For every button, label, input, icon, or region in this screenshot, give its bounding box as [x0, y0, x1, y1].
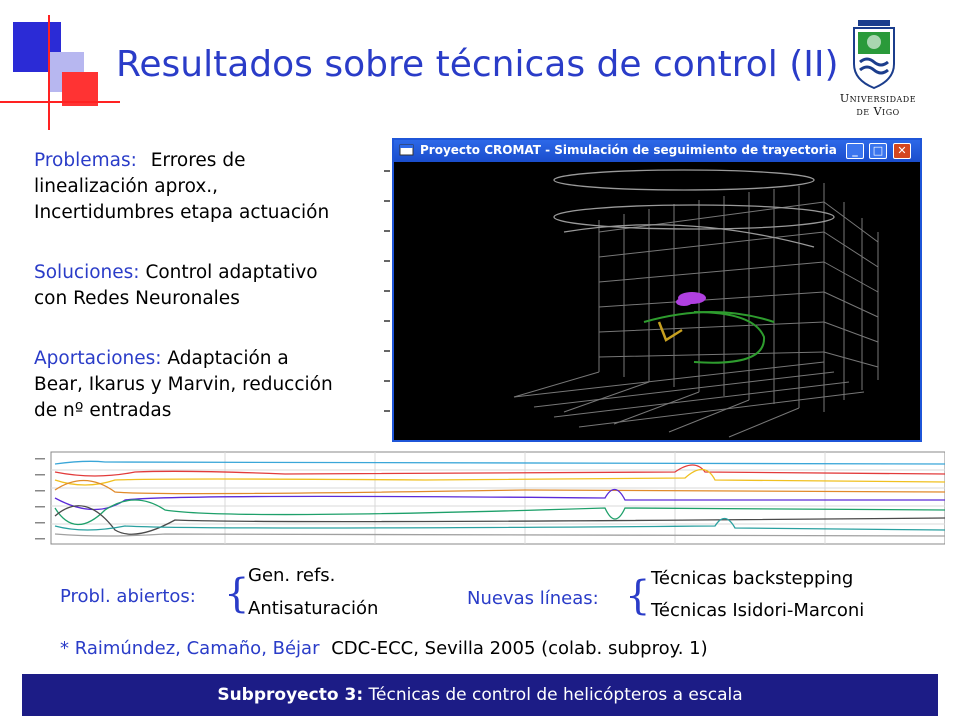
problems-paragraph	[34, 148, 379, 226]
maximize-button[interactable]: □	[869, 143, 887, 159]
decor-line-vertical	[48, 15, 50, 130]
new-line-item-2: Técnicas Isidori-Marconi	[651, 600, 865, 621]
contributions-text-2: Bear, Ikarus y Marvin, reducción	[34, 374, 333, 395]
trajectory-3d-view	[394, 162, 920, 440]
footer-label: Subproyecto 3:	[217, 685, 364, 705]
footer-bar	[22, 674, 938, 716]
university-name: Universidade de Vigo	[839, 92, 917, 118]
contributions-paragraph	[34, 346, 379, 424]
solutions-label: Soluciones:	[34, 262, 140, 283]
reference-line	[60, 638, 708, 659]
reference-venue: CDC-ECC, Sevilla 2005 (colab. subproy. 1)	[331, 638, 708, 659]
window-app-icon	[399, 144, 414, 156]
university-logo	[848, 18, 900, 90]
problems-text-1: Errores de	[150, 150, 246, 171]
new-lines-label: Nuevas líneas:	[467, 588, 599, 609]
problems-text-3: Incertidumbres etapa actuación	[34, 202, 330, 223]
signal-plot	[25, 450, 945, 550]
footer-text: Técnicas de control de helicópteros a escala	[368, 685, 743, 705]
solutions-text-1: Control adaptativo	[145, 262, 318, 283]
slide-title: Resultados sobre técnicas de control (II)	[116, 44, 839, 85]
reference-authors: * Raimúndez, Camaño, Béjar	[60, 638, 320, 659]
new-line-item-1: Técnicas backstepping	[651, 568, 854, 589]
simulation-window-title: Proyecto CROMAT - Simulación de seguimiento de trayectoria	[420, 143, 837, 157]
decor-line-horizontal	[0, 101, 120, 103]
open-problem-item-1: Gen. refs.	[248, 565, 336, 586]
problems-label: Problemas:	[34, 150, 137, 171]
open-problems-label: Probl. abiertos:	[60, 586, 196, 607]
contributions-text-1: Adaptación a	[167, 348, 289, 369]
contributions-text-3: de nº entradas	[34, 400, 172, 421]
minimize-button[interactable]: _	[846, 143, 864, 159]
open-problems-brace: {	[224, 571, 250, 617]
problems-text-2: linealización aprox.,	[34, 176, 219, 197]
solutions-paragraph	[34, 260, 379, 312]
close-button[interactable]: ✕	[893, 143, 911, 159]
open-problem-item-2: Antisaturación	[248, 598, 379, 619]
new-lines-brace: {	[625, 573, 651, 619]
contributions-label: Aportaciones:	[34, 348, 162, 369]
solutions-text-2: con Redes Neuronales	[34, 288, 240, 309]
